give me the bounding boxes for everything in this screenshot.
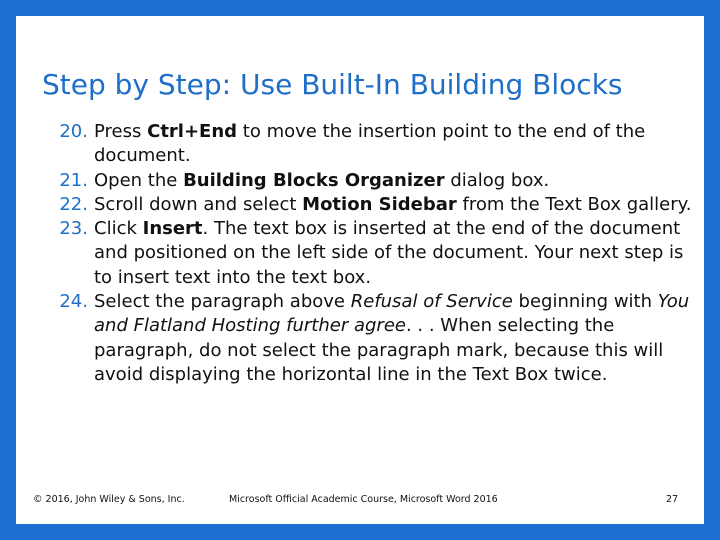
step-text: Open the <box>94 169 184 191</box>
step-emphasis: Refusal of Service <box>350 291 513 313</box>
step-text: to move the insertion point to the end of the document. <box>94 121 646 167</box>
list-item <box>42 290 692 387</box>
list-item <box>42 120 692 169</box>
step-number: 23. <box>59 218 88 240</box>
step-emphasis: You and Flatland Hosting further agree <box>94 291 690 337</box>
slide <box>16 16 704 524</box>
step-number: 21. <box>59 169 88 191</box>
step-list <box>42 120 692 387</box>
step-text: from the Text Box gallery. <box>456 193 692 215</box>
step-text: Select the paragraph above <box>94 291 351 313</box>
slide-title: Step by Step: Use Built-In Building Blocks <box>42 68 623 101</box>
step-text: . . . When selecting the paragraph, do not select the paragraph mark, because this will avoid displaying the horizontal line in the Text Box twice. <box>94 315 664 385</box>
step-keyword: Ctrl+End <box>147 121 238 142</box>
footer-course: Microsoft Official Academic Course, Microsoft Word 2016 <box>229 494 498 505</box>
step-keyword: Building Blocks Organizer <box>183 169 445 191</box>
step-text: beginning with <box>512 291 658 313</box>
step-keyword: Insert <box>142 218 203 240</box>
step-number: 22. <box>59 193 88 215</box>
step-text: Press <box>94 121 148 142</box>
footer-page-number: 27 <box>666 494 679 505</box>
list-item <box>42 217 692 290</box>
step-text: dialog box. <box>444 169 550 191</box>
step-number: 20. <box>59 121 88 142</box>
step-text: . The text box is inserted at the end of the document and positioned on the left side of the document. Your next step is to insert text into the text box. <box>94 218 684 288</box>
list-item <box>42 193 692 217</box>
step-keyword: Motion Sidebar <box>302 193 457 215</box>
list-item <box>42 169 692 193</box>
step-number: 24. <box>59 291 88 313</box>
step-text: Scroll down and select <box>94 193 303 215</box>
step-text: Click <box>94 218 143 240</box>
footer-copyright: © 2016, John Wiley & Sons, Inc. <box>33 494 185 505</box>
